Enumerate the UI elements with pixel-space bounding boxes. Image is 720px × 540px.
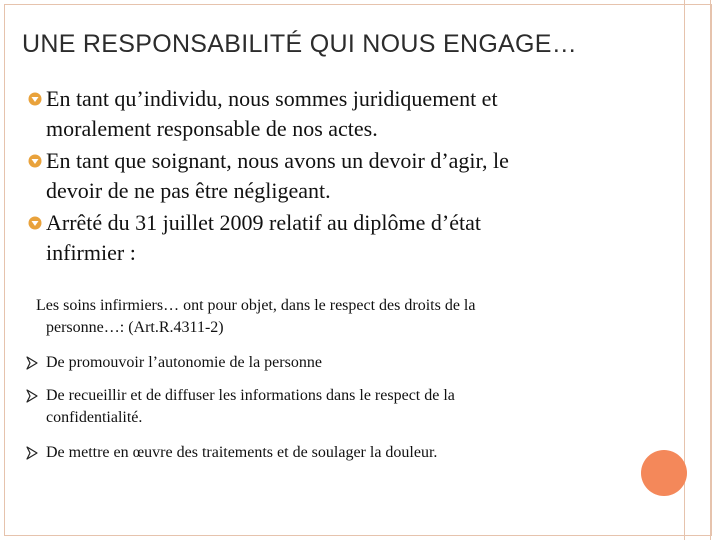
bullet-item xyxy=(28,208,658,268)
bullet-line: En tant qu’individu, nous sommes juridiquement et xyxy=(46,86,498,111)
sub-item xyxy=(26,442,646,464)
circle-arrow-icon xyxy=(28,92,42,106)
sub-item-line: De mettre en œuvre des traitements et de soulager la douleur. xyxy=(46,444,438,461)
sub-item xyxy=(26,352,646,374)
sub-item xyxy=(26,385,646,429)
bullet-line: infirmier : xyxy=(46,240,136,265)
bullet-item xyxy=(28,84,658,144)
intro-line: Les soins infirmiers… ont pour objet, dans le respect des droits de la xyxy=(36,297,476,314)
circle-arrow-icon xyxy=(28,216,42,230)
sub-item-line: confidentialité. xyxy=(46,409,143,426)
arrowhead-icon xyxy=(26,389,38,403)
bullet-item xyxy=(28,146,658,206)
sub-item-line: De promouvoir l’autonomie de la personne xyxy=(46,354,322,371)
decorative-circle xyxy=(641,450,687,496)
circle-arrow-icon xyxy=(28,154,42,168)
bullet-list xyxy=(28,84,658,270)
bullet-line: devoir de ne pas être négligeant. xyxy=(46,178,331,203)
intro-paragraph xyxy=(36,295,656,339)
bullet-line: En tant que soignant, nous avons un devoir d’agir, le xyxy=(46,148,509,173)
arrowhead-icon xyxy=(26,446,38,460)
frame-line-outer-right xyxy=(710,0,711,540)
arrowhead-icon xyxy=(26,356,38,370)
slide-title: UNE RESPONSABILITÉ QUI NOUS ENGAGE… xyxy=(22,30,578,58)
bullet-line: Arrêté du 31 juillet 2009 relatif au diplôme d’état xyxy=(46,210,481,235)
sub-item-line: De recueillir et de diffuser les informations dans le respect de la xyxy=(46,387,455,404)
intro-line: personne…: (Art.R.4311-2) xyxy=(46,319,224,336)
bullet-line: moralement responsable de nos actes. xyxy=(46,116,378,141)
frame-line-right xyxy=(684,0,685,540)
